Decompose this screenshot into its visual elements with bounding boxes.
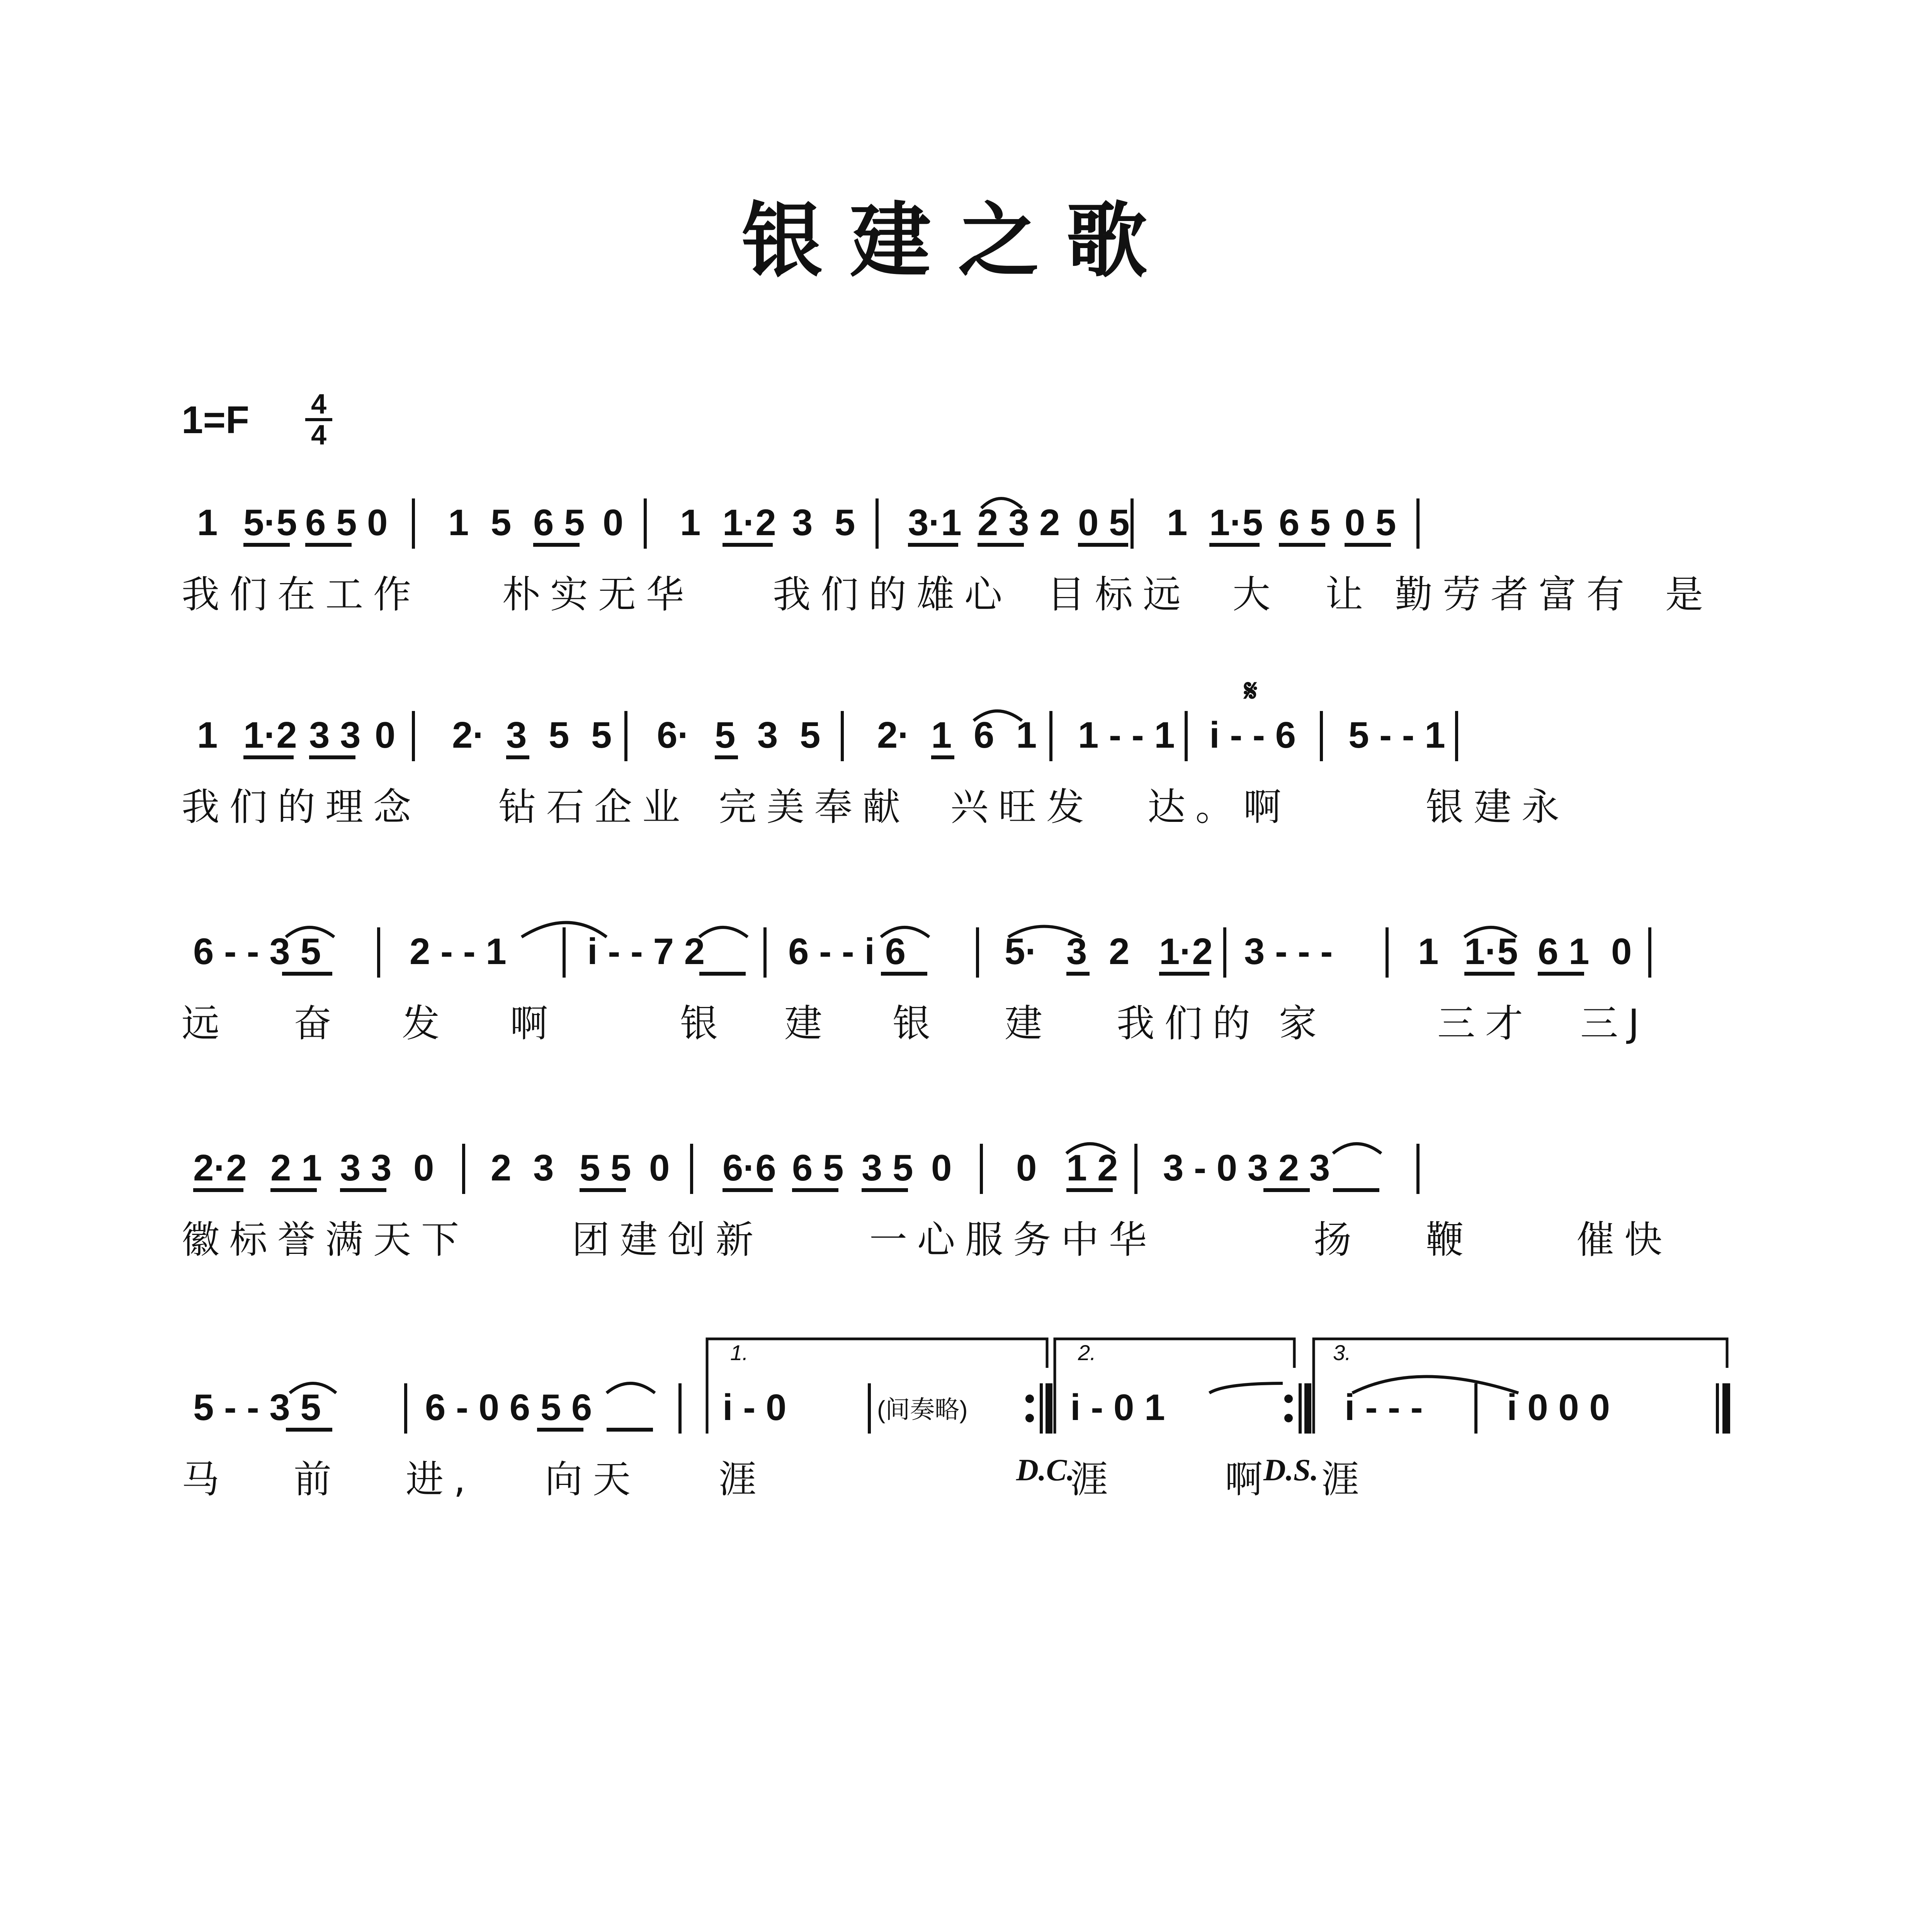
lyric: 一心服务中华 bbox=[869, 1218, 1157, 1262]
lyric: 是 bbox=[1665, 573, 1714, 617]
note: i 0 0 0 bbox=[1507, 1387, 1610, 1428]
note: 6· bbox=[657, 714, 690, 756]
lyric: 建 bbox=[1005, 1002, 1053, 1046]
note: 5 - - 3 5 bbox=[193, 1387, 321, 1428]
note: 0 bbox=[1016, 1147, 1037, 1189]
lyric: 朴实无华 bbox=[502, 573, 694, 617]
meter-top: 4 bbox=[305, 390, 332, 421]
note: 0 bbox=[413, 1147, 434, 1189]
lyric: 鞭 bbox=[1426, 1218, 1474, 1262]
note: 5 bbox=[800, 714, 821, 756]
note: 6·6 bbox=[723, 1147, 776, 1189]
lyric: 银 bbox=[680, 1002, 728, 1046]
note: 3 bbox=[792, 502, 813, 543]
note: 0 bbox=[1611, 931, 1632, 972]
note: 5 bbox=[591, 714, 612, 756]
note: 1 bbox=[931, 714, 952, 756]
note: 6 5 bbox=[1279, 502, 1331, 543]
note: 0 5 bbox=[1345, 502, 1396, 543]
staff-system-4 bbox=[182, 1136, 1739, 1314]
lyric: 扬 bbox=[1314, 1218, 1362, 1262]
lyric: 啊 bbox=[1225, 1458, 1273, 1502]
note: i - - 7 2 bbox=[587, 931, 705, 972]
note: 1·2 bbox=[243, 714, 297, 756]
lyrics-line-4 bbox=[182, 1209, 1739, 1264]
note: 2 bbox=[1039, 502, 1060, 543]
note: 6 5 bbox=[305, 502, 357, 543]
note: 3 5 bbox=[862, 1147, 913, 1189]
notation-line-1 bbox=[182, 491, 1739, 568]
notation-line-5 bbox=[182, 1333, 1739, 1453]
note: i - 0 bbox=[723, 1387, 787, 1428]
staff-system-3 bbox=[182, 920, 1739, 1097]
note: 3 - 0 3 2 3 bbox=[1163, 1147, 1330, 1189]
note: 1 bbox=[680, 502, 701, 543]
notation-line-2 bbox=[182, 673, 1739, 781]
note: 1·5 bbox=[1464, 931, 1518, 972]
note: 0 bbox=[603, 502, 624, 543]
lyrics-line-1 bbox=[182, 564, 1739, 618]
lyrics-line-3 bbox=[182, 993, 1739, 1047]
note: 6 5 bbox=[792, 1147, 844, 1189]
note: 6 - - i 6 bbox=[788, 931, 906, 972]
note: 6 - 0 6 5 6 bbox=[425, 1387, 592, 1428]
lyric: 三才 bbox=[1437, 1002, 1533, 1046]
note: 1 bbox=[197, 714, 218, 756]
lyric: 银建永 bbox=[1426, 785, 1570, 829]
song-title: 银建之歌 bbox=[741, 193, 1175, 288]
key-signature: 1=F bbox=[182, 398, 250, 442]
note: 5 bbox=[835, 502, 855, 543]
note: 6 bbox=[974, 714, 995, 756]
lyric: 进, bbox=[406, 1458, 476, 1502]
note: 2·2 bbox=[193, 1147, 247, 1189]
note: 5· bbox=[1005, 931, 1038, 972]
note: 0 bbox=[649, 1147, 670, 1189]
note: 1 - - 1 bbox=[1078, 714, 1175, 756]
note: 1 bbox=[1418, 931, 1439, 972]
lyric: 家 bbox=[1279, 1002, 1327, 1046]
note: 3 3 bbox=[309, 714, 361, 756]
note: 2 3 bbox=[978, 502, 1029, 543]
lyric: 勤劳者富有 bbox=[1395, 573, 1635, 617]
note: 0 bbox=[931, 1147, 952, 1189]
note: 5 bbox=[491, 502, 512, 543]
lyric: 马 bbox=[182, 1458, 230, 1502]
note: 6 1 bbox=[1538, 931, 1590, 972]
note: 3 bbox=[533, 1147, 554, 1189]
lyrics-line-5 bbox=[182, 1449, 1739, 1503]
note: 1 bbox=[448, 502, 469, 543]
lyric: 啊 bbox=[510, 1002, 558, 1046]
lyric: 银 bbox=[893, 1002, 941, 1046]
note: 2· bbox=[452, 714, 485, 756]
note: i - - - bbox=[1345, 1387, 1423, 1428]
note: 1 2 bbox=[1066, 1147, 1118, 1189]
lyric: 大 bbox=[1233, 573, 1281, 617]
note: 1 bbox=[1167, 502, 1188, 543]
dc-mark: D.C. bbox=[1016, 1453, 1075, 1487]
note: 2· bbox=[877, 714, 910, 756]
volta-1-label: 1. bbox=[730, 1340, 748, 1365]
note: 6 5 bbox=[533, 502, 585, 543]
lyric: 完美奉献 bbox=[719, 785, 911, 829]
note: 2 1 bbox=[270, 1147, 322, 1189]
note: 0 bbox=[367, 502, 388, 543]
note: 1·5 bbox=[1209, 502, 1263, 543]
lyric: 团建创新 bbox=[572, 1218, 764, 1262]
lyric: 兴旺发 bbox=[950, 785, 1095, 829]
note: 0 5 bbox=[1078, 502, 1130, 543]
notation-line-3 bbox=[182, 920, 1739, 997]
volta-3-label: 3. bbox=[1333, 1340, 1351, 1365]
note: 1 bbox=[197, 502, 218, 543]
lyric: 让 bbox=[1325, 573, 1374, 617]
lyric: 催快 bbox=[1576, 1218, 1673, 1262]
lyric: 徽标誉满天下 bbox=[182, 1218, 469, 1262]
note: 5 5 bbox=[580, 1147, 631, 1189]
lyric: 涯 bbox=[719, 1458, 767, 1502]
lyric: 涯 bbox=[1070, 1458, 1119, 1502]
lyric: 建 bbox=[784, 1002, 833, 1046]
notation-line-4 bbox=[182, 1136, 1739, 1213]
note: 5 bbox=[549, 714, 570, 756]
lyric: 发 bbox=[402, 1002, 450, 1046]
note: 1 bbox=[1016, 714, 1037, 756]
note: 1·2 bbox=[1159, 931, 1213, 972]
lyric: 我们的 bbox=[1117, 1002, 1261, 1046]
staff-system-2 bbox=[182, 673, 1739, 881]
note: 3·1 bbox=[908, 502, 962, 543]
note: i - - 6 bbox=[1209, 714, 1296, 756]
lyric: 达。啊 bbox=[1148, 785, 1292, 829]
segno-sign: 𝄋 bbox=[1244, 673, 1258, 708]
meter-bottom: 4 bbox=[311, 420, 327, 451]
lyric: 三J bbox=[1580, 1002, 1649, 1046]
note: 3 3 bbox=[340, 1147, 392, 1189]
staff-system-5 bbox=[182, 1340, 1739, 1553]
note: 2 bbox=[1109, 931, 1130, 972]
note: 5 bbox=[715, 714, 736, 756]
note: 3 bbox=[1066, 931, 1087, 972]
volta-2-label: 2. bbox=[1078, 1340, 1096, 1365]
lyric: 钻石企业 bbox=[498, 785, 690, 829]
lyric: 前 bbox=[294, 1458, 342, 1502]
note: 3 bbox=[757, 714, 778, 756]
note: 6 - - 3 5 bbox=[193, 931, 321, 972]
lyric: 我们的雄心 bbox=[773, 573, 1013, 617]
note: 5 - - 1 bbox=[1348, 714, 1445, 756]
lyrics-line-2 bbox=[182, 777, 1739, 831]
note: 0 bbox=[375, 714, 396, 756]
note: 3 - - - bbox=[1244, 931, 1333, 972]
note: i - 0 1 bbox=[1070, 1387, 1165, 1428]
note: 3 bbox=[506, 714, 527, 756]
lyric: 远 bbox=[182, 1002, 230, 1046]
lyric: 涯 bbox=[1321, 1458, 1370, 1502]
note: 2 - - 1 bbox=[410, 931, 507, 972]
ds-mark: D.S. bbox=[1263, 1453, 1319, 1487]
lyric: 目标远 bbox=[1047, 573, 1191, 617]
lyric: 我们的理念 bbox=[182, 785, 422, 829]
lyric: 向天 bbox=[545, 1458, 641, 1502]
note: 2 bbox=[491, 1147, 512, 1189]
staff-system-1 bbox=[182, 491, 1739, 668]
note: 1·2 bbox=[723, 502, 776, 543]
time-signature bbox=[305, 390, 332, 449]
note: 5·5 bbox=[243, 502, 297, 543]
lyric: 我们在工作 bbox=[182, 573, 422, 617]
lyric: 奋 bbox=[294, 1002, 342, 1046]
interlude-note: (间奏略) bbox=[877, 1396, 968, 1423]
